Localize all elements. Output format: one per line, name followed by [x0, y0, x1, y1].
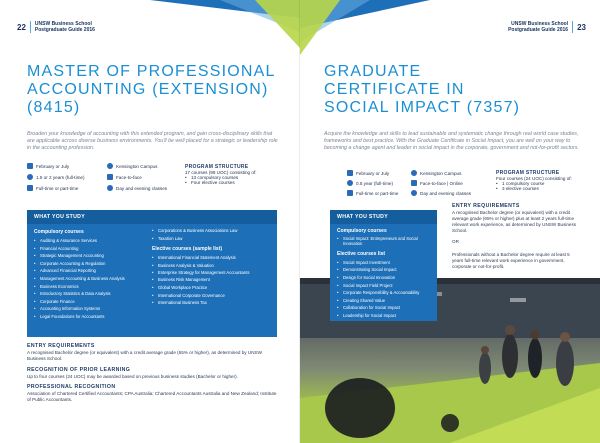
sun-moon-icon — [107, 185, 113, 191]
list-item: • Financial Accounting — [34, 245, 152, 253]
list-item: • Social Impact: Entrepreneurs and Social Innovation — [337, 236, 430, 247]
list-item: • Design for Social Innovation — [337, 274, 430, 282]
people-icon — [411, 180, 417, 186]
list-item: • Accounting Information Systems — [34, 305, 152, 313]
entry-or: OR — [452, 239, 459, 244]
list-item: • International Business Tax — [152, 299, 270, 307]
compulsory-column: Compulsory courses • Auditing & Assurance Services • Financial Accounting • Strategic Management Accounting • Corporate Accounting & Regulation • Advanced Financial Reporting • Management Accounting & Business Analysis • Business Economics • Introductory Statistics & Data Analysis • Corporate Finance • Accounting Information Systems • Legal Foundations for Accountants — [34, 227, 152, 321]
page-header — [508, 21, 586, 33]
clock-icon — [27, 174, 33, 180]
list-item: • Legal Foundations for Accountants — [34, 313, 152, 321]
panel-heading: WHAT YOU STUDY — [330, 210, 437, 224]
what-you-study-panel: WHAT YOU STUDY Compulsory courses • Social Impact: Entrepreneurs and Social Innovation Elective courses list • Social Impact Investment • Demonstrating Social Impact • Design for Social Innovation • Social Impact Field Project • Corporate Responsibility & Accountability • Creating Shared Value • Collaboration for Social Impact • Leadership for Social Impact — [330, 210, 437, 321]
page-number: 23 — [577, 22, 586, 32]
entry-requirements-heading: ENTRY REQUIREMENTS — [27, 343, 95, 349]
right-page — [300, 0, 600, 443]
list-item: • Corporate Finance — [34, 298, 152, 306]
person-icon — [347, 190, 353, 196]
list-item: • Social Impact Field Project — [337, 282, 430, 290]
program-facts: February or July 0.5 year (full-time) Full-time or part-time Kensington Campus Face-to-face | Online Day and evening classes PROGRAM STRUCTURE Four courses (24 UOC) consisting of: • 1 compulsory course • 3 elective courses — [347, 170, 587, 202]
location-pin-icon — [107, 163, 113, 169]
entry-requirements-text: A recognised Bachelor degree (or equivalent) with a credit average grade (65% or higher), as determined by UNSW Business School. — [27, 350, 262, 361]
list-item: • Strategic Management Accounting — [34, 252, 152, 260]
page-header — [17, 21, 95, 33]
professional-recognition-heading: PROFESSIONAL RECOGNITION — [27, 384, 116, 390]
electives-column: • Corporations & Business Associations Law • Taxation Law Elective courses (sample list) • International Financial Statement Analysis • Business Analysis & Valuation • Enterprise Strategy for Management Accountants • Business Risk Management • Global Workplace Practice • International Corporate Governance • International Business Tax — [152, 227, 270, 321]
panel-heading: WHAT YOU STUDY — [27, 210, 277, 224]
list-item: • Global Workplace Practice — [152, 284, 270, 292]
person-icon — [27, 185, 33, 191]
list-item: • Corporations & Business Associations Law — [152, 227, 270, 235]
location-pin-icon — [411, 170, 417, 176]
program-title: MASTER OF PROFESSIONAL ACCOUNTING (EXTENSION) (8415) — [27, 63, 276, 116]
people-icon — [107, 174, 113, 180]
entry-requirements-text: A recognised Bachelor degree (or equivalent) with a credit average grade (65% or higher) plus at least 2 years full-time relevant work experience, as determined by UNSW Business School. — [452, 210, 577, 233]
header-text: UNSW Business School Postgraduate Guide 2016 — [508, 21, 569, 33]
entry-alt-text: Professionals without a Bachelor degree require at least 5 years full-time relevant work experience in government, corporate or not-for-profit. — [452, 252, 570, 269]
list-item: • Introductory Statistics & Data Analysis — [34, 290, 152, 298]
rpl-heading: RECOGNITION OF PRIOR LEARNING — [27, 367, 131, 373]
what-you-study-panel — [27, 210, 277, 337]
list-item: • Business Risk Management — [152, 276, 270, 284]
intro-text: Acquire the knowledge and skills to lead sustainable and systematic change through real world case studies, frameworks and best practice. With the Graduate Certificate in Social Impact, you are well on your way to becoming a change agent and leader in social impact in the corporate, government and not-for-profit sectors. — [324, 131, 579, 151]
page-number: 22 — [17, 22, 26, 32]
list-item: • Management Accounting & Business Analysis — [34, 275, 152, 283]
list-item: • International Corporate Governance — [152, 292, 270, 300]
list-item: • Corporate Responsibility & Accountability — [337, 289, 430, 297]
list-item: • Taxation Law — [152, 235, 270, 243]
rpl-text: Up to four courses (24 UOC) may be awarded based on previous business studies (Bachelor or higher). — [27, 374, 238, 379]
list-item: • Advanced Financial Reporting — [34, 267, 152, 275]
clock-icon — [347, 180, 353, 186]
list-item: • Corporate Accounting & Regulation — [34, 260, 152, 268]
list-item: • Social Impact Investment — [337, 259, 430, 267]
calendar-icon — [27, 163, 33, 169]
list-item: • Demonstrating Social Impact — [337, 266, 430, 274]
list-item: • Collaboration for Social Impact — [337, 304, 430, 312]
list-item: • Business Economics — [34, 283, 152, 291]
entry-requirements-heading: ENTRY REQUIREMENTS — [452, 203, 520, 209]
sun-moon-icon — [411, 190, 417, 196]
list-item: • Enterprise Strategy for Management Accountants — [152, 270, 270, 275]
list-item: • Business Analysis & Valuation — [152, 262, 270, 270]
program-structure: PROGRAM STRUCTURE 17 courses (98 UOC) consisting of: • 13 compulsory courses • Four elective courses — [185, 164, 257, 185]
list-item: • Creating Shared Value — [337, 297, 430, 305]
header-text: UNSW Business School Postgraduate Guide 2016 — [34, 21, 95, 33]
list-item: • International Financial Statement Analysis — [152, 254, 270, 262]
list-item: • Auditing & Assurance Services — [34, 237, 152, 245]
program-facts: February or July 1.5 or 2 years (full-time) Full-time or part-time Kensington Campus Face-to-face Day and evening classes PROGRAM STRUCTURE 17 courses (98 UOC) consisting of: • 13 compulsory courses • Four elective courses — [27, 163, 287, 195]
intro-text: Broaden your knowledge of accounting with this extended program, and gain cross-disciplinary skills that are applicable across diverse business environments. You'll be well placed for a strategic or leadership role in the accounting profession. — [27, 131, 278, 151]
list-item: • Leadership for Social Impact — [337, 312, 430, 320]
calendar-icon — [347, 170, 353, 176]
program-structure: PROGRAM STRUCTURE Four courses (24 UOC) consisting of: • 1 compulsory course • 3 elective courses — [496, 170, 572, 191]
professional-recognition-text: Association of Chartered Certified Accountants; CPA Australia; Chartered Accountants Australia and New Zealand; Institute of Public Accountants. — [27, 391, 277, 402]
program-title: GRADUATE CERTIFICATE IN SOCIAL IMPACT (7357) — [324, 63, 521, 116]
